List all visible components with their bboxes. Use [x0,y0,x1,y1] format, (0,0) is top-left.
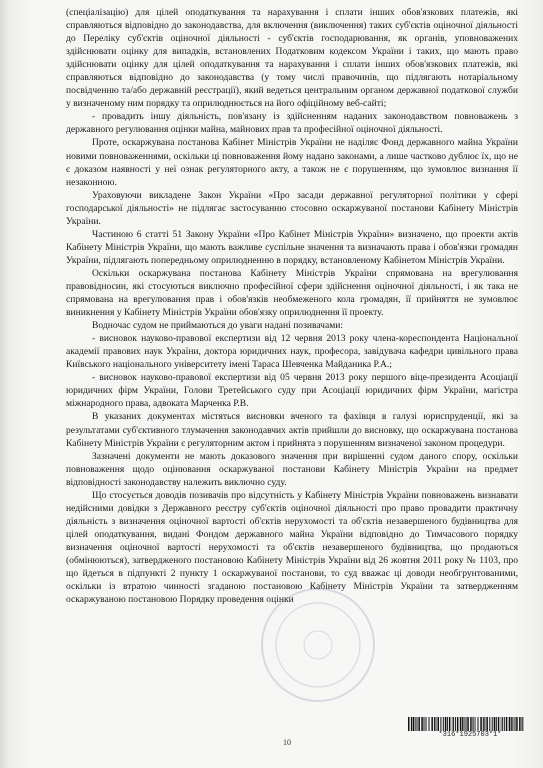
scan-edge-shadow [0,0,10,768]
barcode [408,717,524,731]
paragraph: - висновок науково-правової експертизи від 12 червня 2013 року члена-кореспондента Національної академії правових наук України, доктора юридичних наук, професора, завідувача кафедри цивільного права Київського національного університету імені Тараса Шевченка Майданика Р.А.; [66,333,518,371]
paragraph: (спеціалізацію) для цілей оподаткування та нарахування і сплати інших обов'язкових платежів, які справляються відповідно до законодавства, для включення (виключення) таких суб'єктів оціночної діяльності до Переліку суб'єктів оціночної діяльності - суб'єктів господарювання, як органів, уповноважених здійснювати оцінку для випадків, встановлених Податковим кодексом України і таких, що мають право здійснювати оцінку для цілей оподаткування та нарахування і сплати інших обов'язкових платежів, які справляються відповідно до законодавства (у тому числі правочинів, що підлягають нотаріальному посвідченню та/або державній реєстрації), який ведеться центральним органом державної податкової служби у визначеному ним порядку та оприлюднюється на його офіційному веб-сайті; [66,7,518,110]
paragraph: Оскільки оскаржувана постанова Кабінету Міністрів України спрямована на врегулювання правовідносин, які стосуються виключно професійної сфери здійснення оціночної діяльності, і як така не спрямована на врегулювання прав і обов'язків необмеженого кола громадян, її прийняття не зумовлює виникнення у Кабінету Міністрів України обов'язку оприлюднення її проекту. [66,267,518,319]
stamp-seal [258,585,378,705]
barcode-text: *316*1925703*1* [438,731,502,739]
paragraph: Ураховуючи викладене Закон України «Про засади державної регуляторної політики у сфері господарської діяльності» не підлягає застосуванню стосовно оскаржуваної постанови Кабінету Міністрів України. [66,189,518,227]
page-number: 10 [283,738,291,747]
paragraph: - провадить іншу діяльність, пов'язану із здійсненням наданих законодавством повноважень з державного регулювання оцінки майна, майнових прав та професійної оціночної діяльності. [66,111,518,136]
paragraph: Що стосується доводів позивачів про відсутність у Кабінету Міністрів України повноважень визнавати недійсними довідки з Державного реєстру суб'єктів оціночної діяльності про право провадити практичну діяльність з визначення оціночної вартості об'єктів нерухомості та об'єктів незавершеного будівництва для цілей оподаткування, видані Фондом державного майна України відповідно до Тимчасового порядку визначення оціночної вартості нерухомості та об'єктів незавершеного будівництва, що продаються (обмінюються), затвердженого постановою Кабінету Міністрів України від 26 жовтня 2011 року № 1103, про що йдеться в підпункті 2 пункту 1 оскаржуваної постанови, то суд вважає ці доводи необгрунтованими, оскільки із втратою чинності згаданою постановою Кабінету Міністрів України та затвердженням оскаржуваною постановою Порядку проведення оцінки [66,489,518,606]
paragraph: Зазначені документи не мають доказового значення при вирішенні судом даного спору, оскільки повноваження щодо оцінювання оскаржуваної постанови Кабінету Міністрів України на предмет відповідності законодавству належить виключно суду. [66,450,518,488]
paragraph: В указаних документах містяться висновки вченого та фахівця в галузі юриспруденції, які за результатами суб'єктивного тлумачення законодавчих актів прийшли до висновку, що оскаржувана постанова Кабінету Міністрів України є регуляторним актом і прийнята з порушенням визначеної законом процедури. [66,411,518,449]
paragraph: Водночас судом не приймаються до уваги надані позивачами: [92,320,344,332]
paragraph: Проте, оскаржувана постанова Кабінет Міністрів України не наділяє Фонд державного майна України новими повноваженнями, оскільки ці повноваження йому надано законами, а лише частково дублює їх, що не є доказом наявності у неї ознак регуляторного акту, а також не є порушенням, що зумовлює визнання її незаконною. [66,137,518,188]
paragraph: Частиною 6 статті 51 Закону України «Про Кабінет Міністрів України» визначено, що проекти актів Кабінету Міністрів України, що мають важливе суспільне значення та визначають права і обов'язки громадян України, підлягають попередньому оприлюдненню в порядку, встановленому Кабінетом Міністрів України. [66,228,518,266]
paragraph: - висновок науково-правової експертизи від 05 червня 2013 року першого віце-президента Асоціації юридичних фірм України, Голови Третейського суду при Асоціації юридичних фірм України, магістра міжнародного права, адвоката Марченка Р.В. [66,372,518,410]
document-body [66,6,518,606]
